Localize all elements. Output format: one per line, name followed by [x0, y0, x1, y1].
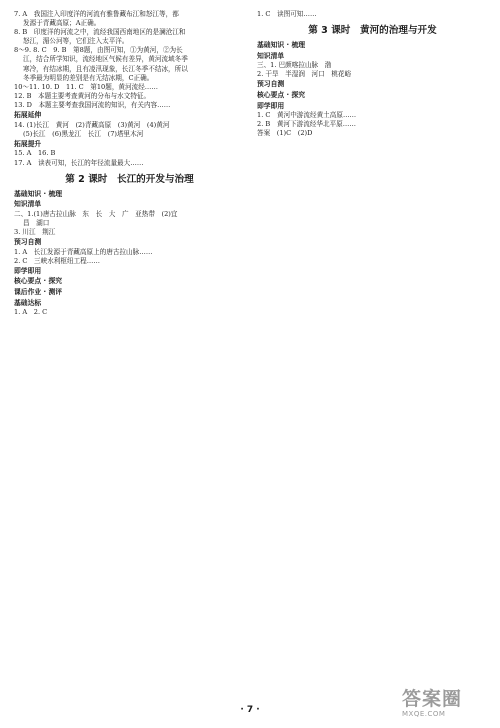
- watermark-text: 答案圈: [402, 688, 463, 710]
- section-heading: 知识清单: [14, 200, 42, 209]
- text-line: 17. A 读表可知，长江的年径流量最大……: [14, 158, 144, 167]
- section-heading: 知识清单: [257, 51, 285, 60]
- watermark-domain: MXQE.COM: [402, 710, 446, 718]
- text-line: 寒冷，有结冰期，且有凌汛现象，长江冬季不结冰，所以: [23, 64, 188, 73]
- section-heading: 预习自测: [257, 80, 285, 89]
- text-line: 1. C 读图可知……: [257, 10, 317, 18]
- text-line: (5)长江 (6)黑龙江 长江 (7)塔里木河: [23, 129, 144, 138]
- section-heading: 拓展延伸: [14, 111, 42, 120]
- text-line: 12. B 本题主要考查黄河的分布与水文特征。: [14, 91, 151, 100]
- text-line: 1. C 黄河中游流经黄土高原……: [257, 111, 357, 120]
- two-column-body: [14, 10, 488, 710]
- text-line: 2. C 三峡水利枢纽工程……: [14, 256, 100, 265]
- text-line: 14. (1)长江 黄河 (2)青藏高原 (3)黄河 (4)黄河: [14, 120, 170, 129]
- watermark-logo: [402, 688, 494, 724]
- text-line: 1. A 2. C: [14, 308, 48, 317]
- section-heading: 基础知识 · 梳理: [14, 189, 63, 198]
- text-line: 怒江，湄公河等，它们注入太平洋。: [23, 37, 129, 46]
- section-heading: 核心要点 · 探究: [257, 91, 306, 100]
- right-column: [257, 10, 488, 710]
- section-heading: 预习自测: [14, 238, 42, 247]
- text-line: 答案 (1)C (2)D: [257, 129, 313, 138]
- text-line: 15. A 16. B: [14, 149, 56, 158]
- lesson-title: 第 3 课时 黄河的治理与开发: [308, 25, 437, 37]
- text-line: 8～9. 8. C 9. B 第8题，由图可知，①为黄河，②为长: [14, 46, 183, 55]
- text-line: 二、1.(1)唐古拉山脉 东 长 大 广 亚热带 (2)宜: [14, 209, 178, 218]
- left-column: [14, 10, 245, 710]
- section-heading: 拓展提升: [14, 139, 42, 148]
- text-line: 2. 干旱 半湿润 河口 桃花峪: [257, 70, 352, 79]
- text-line: 7. A 我国注入印度洋的河流有雅鲁藏布江和怒江等，都: [14, 10, 179, 18]
- page-number: · 7 ·: [240, 705, 260, 715]
- text-line: 发源于青藏高原；A正确。: [23, 19, 101, 28]
- section-heading: 基础达标: [14, 298, 42, 307]
- text-line: 江，结合所学知识，流经地区气候有差异，黄河流域冬季: [23, 55, 188, 64]
- section-heading: 即学即用: [14, 266, 42, 275]
- text-line: 8. B 印度洋的河流之中，流经我国西南地区的是澜沧江和: [14, 28, 186, 37]
- text-line: 昌 湖口: [23, 218, 50, 227]
- text-line: 冬季最为明显的差别是有无结冰期，C正确。: [23, 73, 154, 82]
- lesson-title: 第 2 课时 长江的开发与治理: [65, 173, 194, 185]
- section-heading: 基础知识 · 梳理: [257, 41, 306, 50]
- text-line: 3. 川江 荆江: [14, 227, 56, 236]
- text-line: 三、1. 巴颜喀拉山脉 渤: [257, 61, 332, 70]
- section-heading: 核心要点 · 探究: [14, 277, 63, 286]
- text-line: 10～11. 10. D 11. C 第10题，黄河流经……: [14, 82, 158, 91]
- text-line: 13. D 本题主要考查我国河流的知识，有关内容……: [14, 100, 171, 109]
- section-heading: 即学即用: [257, 101, 285, 110]
- text-line: 2. B 黄河下游流经华北平原……: [257, 120, 356, 129]
- text-line: 1. A 长江发源于青藏高原上的唐古拉山脉……: [14, 247, 153, 256]
- section-heading: 课后作业 · 测评: [14, 288, 63, 297]
